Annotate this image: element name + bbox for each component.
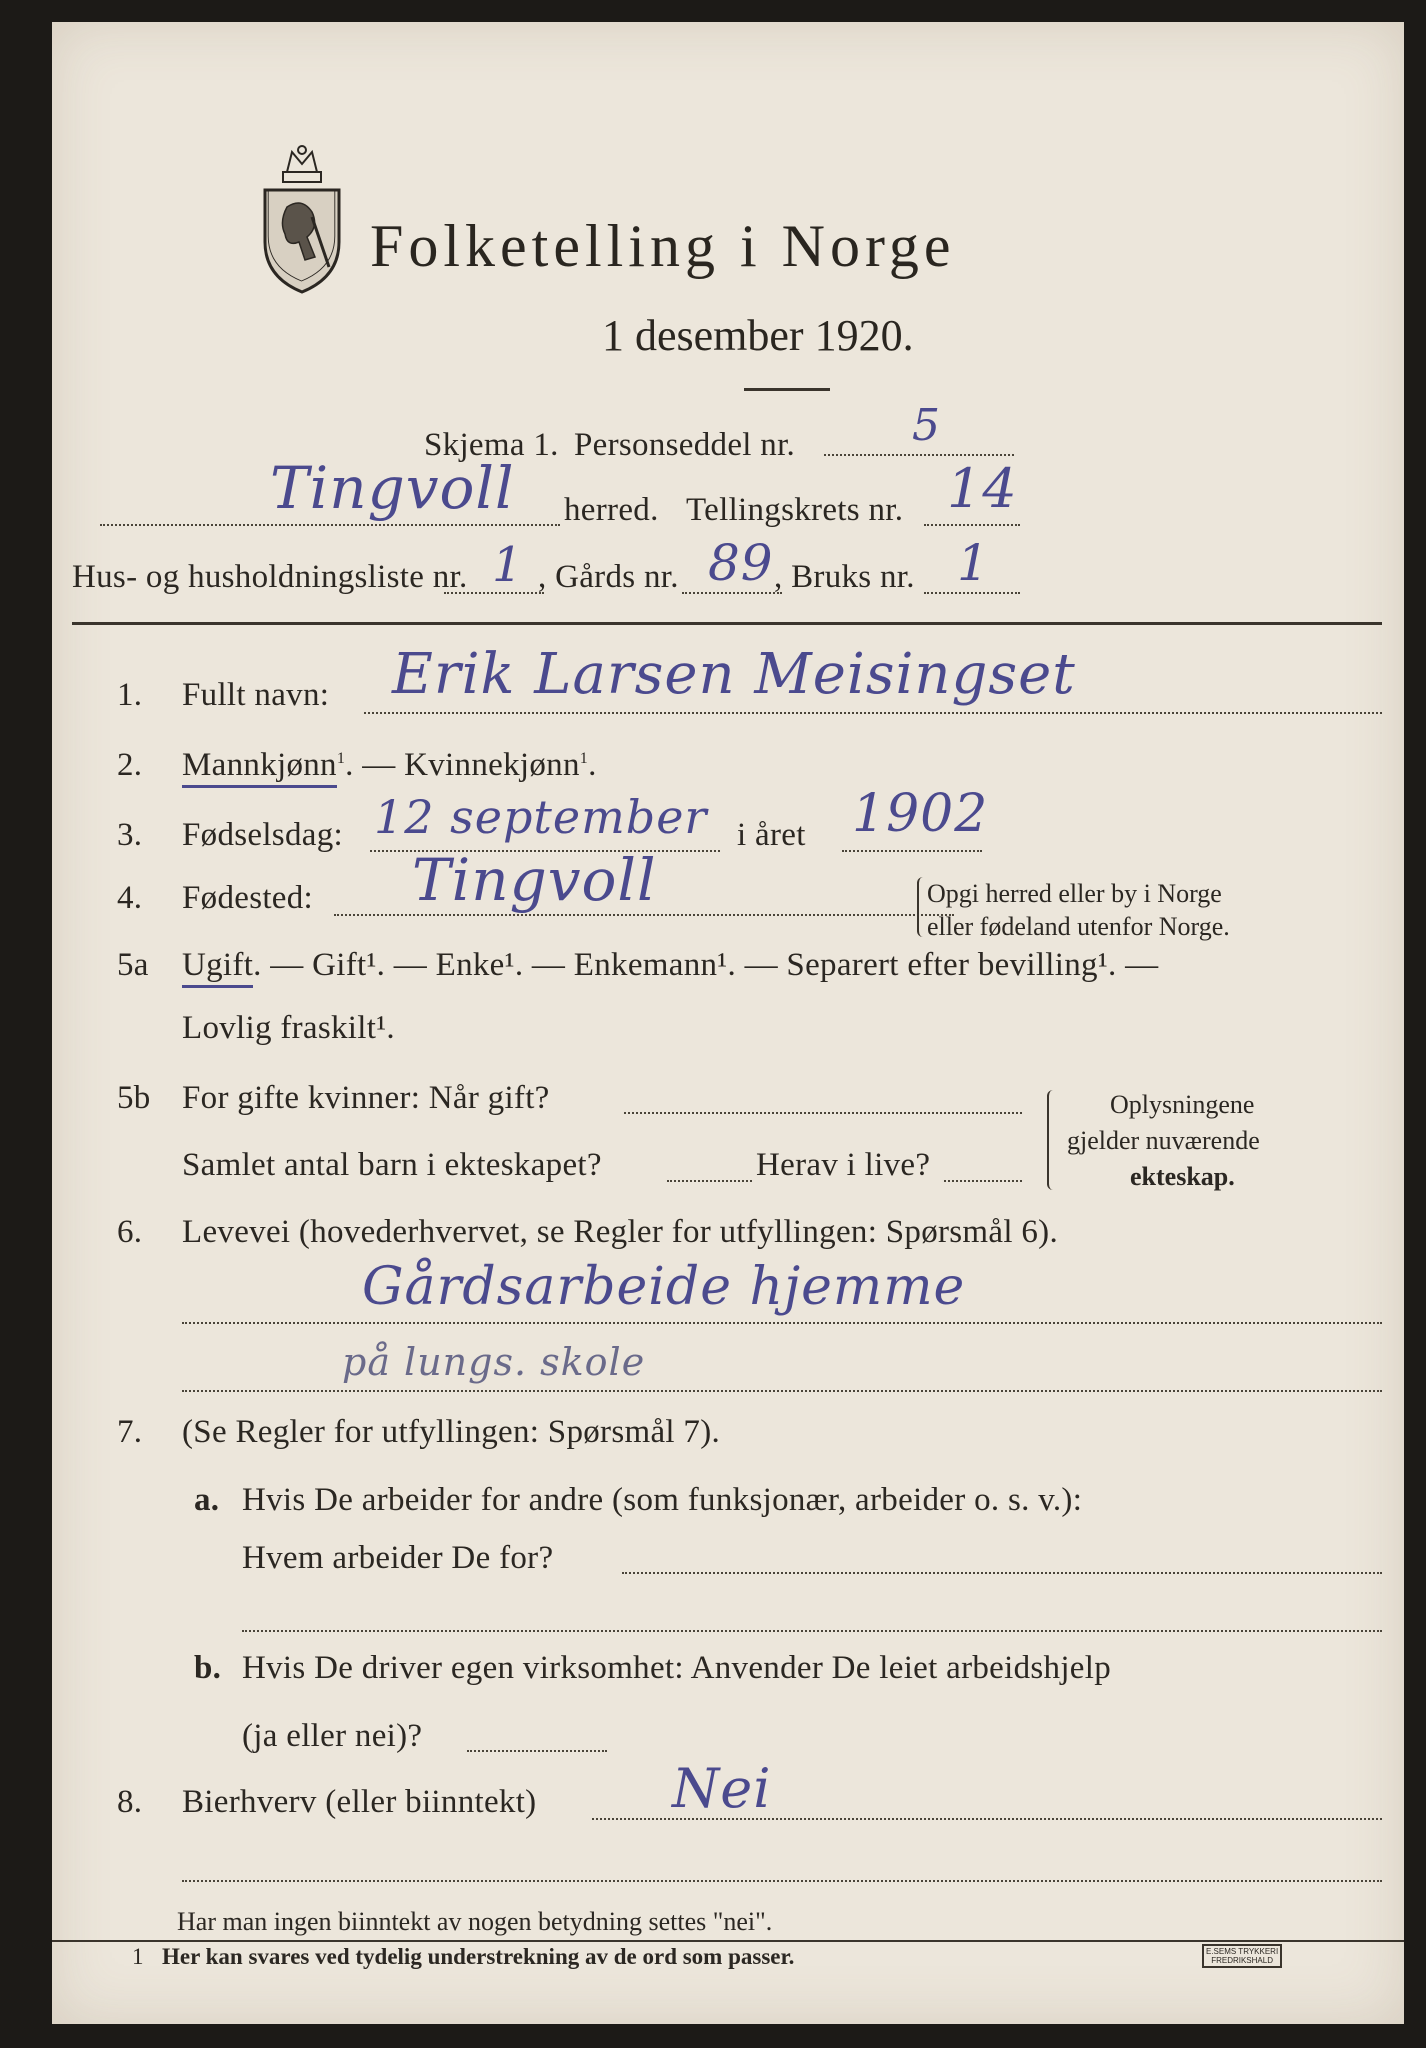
skjema-label: Skjema 1. xyxy=(424,427,559,463)
q4-note-line2: eller fødeland utenfor Norge. xyxy=(927,912,1230,941)
occupation-note-value[interactable]: på lungs. skole xyxy=(342,1340,646,1384)
personseddel-label: Personseddel nr. xyxy=(574,427,796,463)
q8-number: 8. xyxy=(117,1784,143,1820)
q3-number: 3. xyxy=(117,817,143,853)
bruks-label: , Bruks nr. xyxy=(774,559,915,595)
birthyear-value[interactable]: 1902 xyxy=(852,784,989,844)
q8-label: Bierhverv (eller biinntekt) xyxy=(182,1784,537,1820)
q4-number: 4. xyxy=(117,880,143,916)
tellingskrets-label: Tellingskrets nr. xyxy=(686,492,904,528)
stamp-line1: E.SEMS TRYKKERI xyxy=(1206,1947,1279,1956)
birthplace-value[interactable]: Tingvoll xyxy=(412,846,657,914)
q3-year-line xyxy=(842,850,982,852)
q2-sup-female: 1 xyxy=(579,750,589,767)
q7a-line-extra xyxy=(242,1630,1382,1632)
herred-label: herred. xyxy=(564,492,659,528)
q3-year-label: i året xyxy=(737,817,806,853)
herred-line xyxy=(100,524,560,526)
q2-options xyxy=(182,747,597,784)
footnote-divider xyxy=(52,1940,1404,1942)
q6-line2 xyxy=(182,1390,1382,1392)
q1-line xyxy=(364,712,1382,714)
footnote-text: Her kan svares ved tydelig understrekning av de ord som passer. xyxy=(162,1944,795,1969)
full-name-value[interactable]: Erik Larsen Meisingset xyxy=(392,642,1076,707)
q4-note-line1: Opgi herred eller by i Norge xyxy=(927,879,1222,908)
q7-number: 7. xyxy=(117,1414,143,1450)
q5b-note1: Oplysningene xyxy=(1110,1090,1255,1119)
q2-sup-male: 1 xyxy=(336,750,346,767)
q7b-line1: Hvis De driver egen virksomhet: Anvender De leiet arbeidshjelp xyxy=(242,1650,1112,1686)
form-date: 1 desember 1920. xyxy=(602,311,914,360)
husliste-label: Hus- og husholdningsliste nr. xyxy=(72,559,468,595)
q5b-note2: gjelder nuværende xyxy=(1067,1126,1260,1155)
bruks-value[interactable]: 1 xyxy=(957,534,990,592)
q2-number: 2. xyxy=(117,747,143,783)
q5b-number: 5b xyxy=(117,1080,151,1116)
side-income-value[interactable]: Nei xyxy=(672,1757,772,1820)
q5b-line1: For gifte kvinner: Når gift? xyxy=(182,1080,550,1116)
q4-note-brace xyxy=(917,877,927,937)
printer-stamp xyxy=(1202,1944,1282,1968)
q5b-line2b: Herav i live? xyxy=(756,1147,931,1183)
q7-label: (Se Regler for utfyllingen: Spørsmål 7). xyxy=(182,1414,721,1450)
tellingskrets-line xyxy=(924,524,1020,526)
form-title: Folketelling i Norge xyxy=(370,213,956,279)
q5b-alive-line xyxy=(944,1180,1022,1182)
norwegian-coat-of-arms-icon xyxy=(257,142,347,297)
q3-label: Fødselsdag: xyxy=(182,817,343,853)
q5b-married-line xyxy=(624,1112,1022,1114)
bruks-line xyxy=(924,592,1020,594)
q5b-note-brace xyxy=(1047,1090,1059,1190)
header-divider xyxy=(72,622,1382,625)
q5a-other-options[interactable]: . — Gift¹. — Enke¹. — Enkemann¹. — Separert efter bevilling¹. — xyxy=(253,947,1159,983)
q7b-letter: b. xyxy=(194,1650,222,1686)
q7a-line1: Hvis De arbeider for andre (som funksjonær, arbeider o. s. v.): xyxy=(242,1482,1083,1518)
ugift-option[interactable]: Ugift xyxy=(182,947,253,988)
census-form xyxy=(52,22,1404,2024)
gards-value[interactable]: 89 xyxy=(708,534,774,592)
q7a-line2: Hvem arbeider De for? xyxy=(242,1540,554,1576)
birthdate-value[interactable]: 12 september xyxy=(374,790,708,844)
q1-number: 1. xyxy=(117,677,143,713)
q7b-line2: (ja eller nei)? xyxy=(242,1718,423,1754)
tellingskrets-value[interactable]: 14 xyxy=(947,457,1018,520)
q5a-options xyxy=(182,947,1158,984)
female-option[interactable]: Kvinnekjønn xyxy=(404,747,580,783)
gards-label: , Gårds nr. xyxy=(538,559,679,595)
q5a-line2[interactable]: Lovlig fraskilt¹. xyxy=(182,1010,395,1046)
q2-separator: . — xyxy=(345,747,405,783)
q6-number: 6. xyxy=(117,1214,143,1250)
q7b-line xyxy=(467,1750,607,1752)
q6-line1 xyxy=(182,1322,1382,1324)
q4-label: Fødested: xyxy=(182,880,314,916)
herred-value[interactable]: Tingvoll xyxy=(270,454,515,522)
q5a-number: 5a xyxy=(117,947,149,983)
q5b-note3: ekteskap. xyxy=(1130,1162,1235,1191)
personseddel-value[interactable]: 5 xyxy=(912,400,941,451)
q6-label: Levevei (hovederhvervet, se Regler for utfyllingen: Spørsmål 6). xyxy=(182,1214,1059,1250)
q7a-line xyxy=(622,1572,1382,1574)
male-option[interactable]: Mannkjønn xyxy=(182,747,337,788)
personseddel-line xyxy=(824,454,1014,456)
q7a-letter: a. xyxy=(194,1482,220,1518)
q5b-line2a: Samlet antal barn i ekteskapet? xyxy=(182,1147,602,1183)
q2-end: . xyxy=(588,747,597,783)
title-divider xyxy=(744,388,830,391)
q1-label: Fullt navn: xyxy=(182,677,330,713)
nei-note: Har man ingen biinntekt av nogen betydning settes "nei". xyxy=(177,1907,773,1936)
q8-line-extra xyxy=(182,1880,1382,1882)
stamp-line2: FREDRIKSHALD xyxy=(1211,1956,1273,1965)
occupation-value[interactable]: Gårdsarbeide hjemme xyxy=(362,1257,966,1317)
q5b-children-line xyxy=(667,1180,752,1182)
gards-line xyxy=(682,592,782,594)
q4-line xyxy=(334,914,954,916)
footnote-number: 1 xyxy=(132,1944,144,1969)
husliste-value[interactable]: 1 xyxy=(492,537,524,593)
